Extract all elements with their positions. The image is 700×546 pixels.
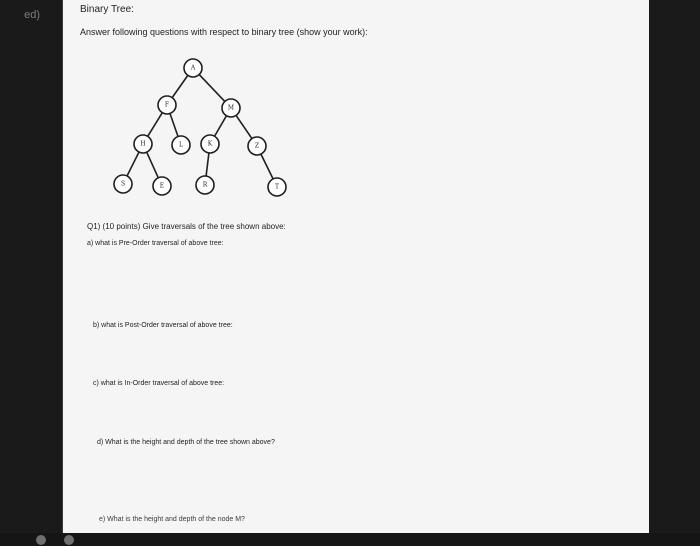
tree-nodes	[114, 59, 286, 196]
document-title: Binary Tree:	[80, 4, 134, 15]
tree-edge-Z-T	[261, 154, 273, 179]
right-panel	[648, 0, 700, 546]
tree-edge-F-L	[170, 113, 178, 136]
tree-node-label: T	[274, 183, 280, 191]
tree-node-label: F	[164, 101, 170, 109]
question-c: c) what is In-Order traversal of above tree:	[93, 380, 225, 387]
tree-node-label: S	[120, 180, 126, 188]
tree-edge-M-Z	[236, 115, 252, 138]
tree-node-K	[201, 135, 219, 153]
tree-edge-M-K	[215, 116, 227, 136]
question-e: e) What is the height and depth of the node M?	[99, 516, 245, 523]
tree-node-R	[196, 176, 214, 194]
tree-node-H	[134, 135, 152, 153]
tree-node-label: L	[179, 141, 183, 149]
instructions-text: Answer following questions with respect to binary tree (show your work):	[80, 27, 368, 37]
tree-edges	[127, 75, 273, 179]
tree-edge-A-M	[199, 75, 225, 102]
question-b: b) what is Post-Order traversal of above tree:	[93, 322, 233, 329]
question-a: a) what is Pre-Order traversal of above tree:	[87, 240, 224, 247]
tree-node-label: E	[159, 182, 165, 190]
tree-edge-H-S	[127, 152, 139, 176]
question-d: d) What is the height and depth of the tree shown above?	[97, 439, 275, 446]
tree-node-Z	[248, 137, 266, 155]
tree-node-S	[114, 175, 132, 193]
tree-node-L	[172, 136, 190, 154]
q1-header: Q1) (10 points) Give traversals of the tree shown above:	[87, 222, 286, 231]
tree-node-F	[158, 96, 176, 114]
taskbar-app-icon[interactable]	[36, 535, 46, 545]
tree-node-M	[222, 99, 240, 117]
sidebar-label: ed)	[24, 9, 40, 21]
tree-edge-H-E	[147, 152, 159, 178]
tree-node-label: R	[202, 181, 208, 189]
tree-edge-F-H	[148, 113, 163, 137]
tree-node-label: Z	[254, 142, 260, 150]
tree-node-E	[153, 177, 171, 195]
left-sidebar	[0, 0, 62, 546]
tree-node-label: K	[207, 140, 213, 148]
taskbar-app-icon[interactable]	[64, 535, 74, 545]
tree-node-label: M	[227, 104, 235, 112]
binary-tree-diagram	[63, 0, 649, 210]
tree-edge-K-R	[206, 153, 209, 176]
tree-node-A	[184, 59, 202, 77]
tree-edge-A-F	[172, 75, 188, 97]
tree-node-label: A	[190, 64, 196, 72]
tree-node-T	[268, 178, 286, 196]
tree-node-label: H	[140, 140, 146, 148]
document-page	[62, 0, 649, 533]
taskbar	[0, 533, 700, 546]
